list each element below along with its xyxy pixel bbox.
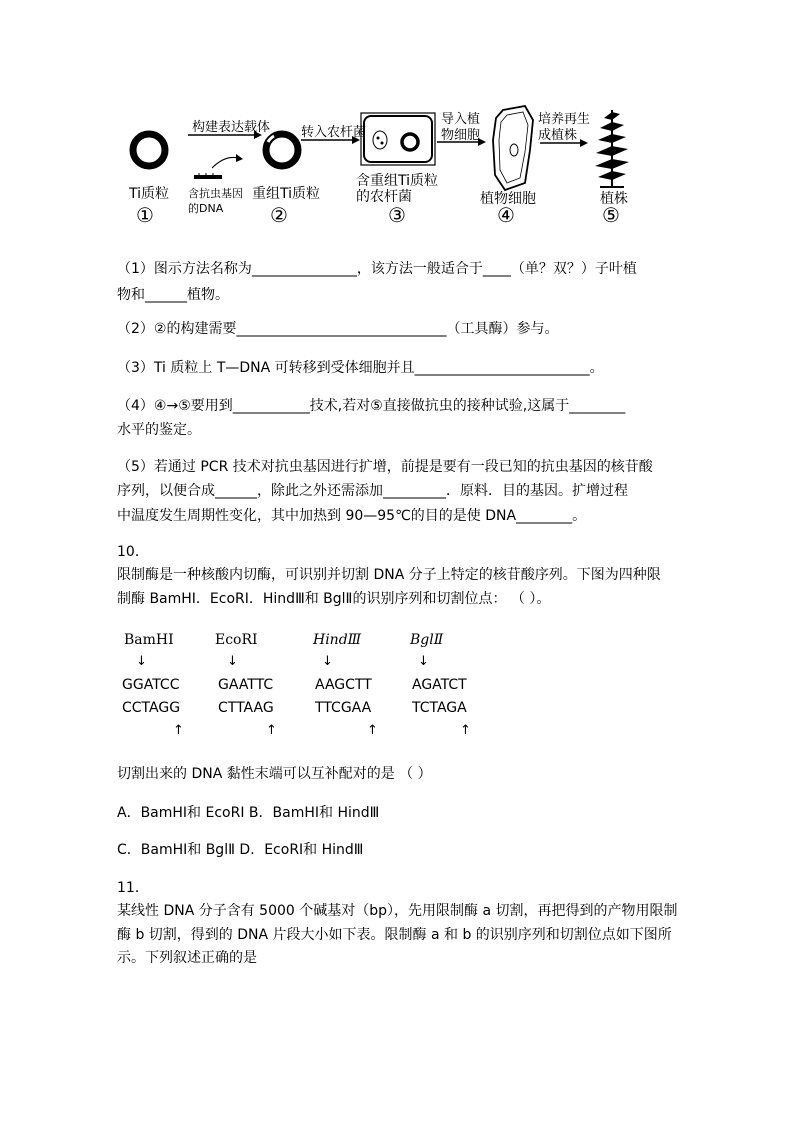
plant-cell-icon <box>493 106 533 190</box>
seq-bottom: CTTAAG <box>218 700 274 716</box>
seq-top: GGATCC <box>122 677 180 693</box>
label-culture-1: 培养再生 <box>538 112 591 127</box>
enzyme-name: BglⅡ <box>410 632 444 648</box>
q9-line-5: （4）④→⑤要用到___________技术,若对⑤直接做抗虫的接种试验,这属于________ <box>117 398 626 414</box>
enzyme-name: HindⅢ <box>313 632 362 648</box>
label-culture-2: 成植株 <box>538 128 578 143</box>
q9-line-2: 物和______植物。 <box>117 287 229 303</box>
insert-arrow-icon <box>212 154 243 168</box>
node-label-2: 重组Ti质粒 <box>252 186 321 202</box>
seq-top: GAATTC <box>218 677 274 693</box>
enzyme-name: EcoRⅠ <box>215 632 258 648</box>
q9-line-4: （3）Ti 质粒上 T—DNA 可转移到受体细胞并且_________________________。 <box>117 360 604 376</box>
q10-question: 切割出来的 DNA 黏性末端可以互补配对的是 （ ） <box>117 766 432 782</box>
q9-line-7: （5）若通过 PCR 技术对抗虫基因进行扩增，前提是要有一段已知的抗虫基因的核苷酸 <box>117 459 653 475</box>
node-num-1: ① <box>136 203 154 227</box>
q9-line-1: （1）图示方法名称为_______________，该方法一般适合于____（单？双？）子叶植 <box>117 261 637 277</box>
cut-arrow-down-icon: ↓ <box>322 654 333 669</box>
agrobacterium-icon <box>361 113 435 165</box>
node-label-4: 植物细胞 <box>480 191 536 207</box>
enzyme-name: BamHⅠ <box>124 632 174 648</box>
q9-line-3: （2）②的构建需要______________________________（工具酶）参与。 <box>117 321 559 337</box>
q10-stem-2: 制酶 BamHⅠ．EcoRⅠ．HindⅢ和 BglⅡ的识别序列和切割位点： （ ）。 <box>117 591 551 607</box>
cut-arrow-down-icon: ↓ <box>418 654 429 669</box>
node-label-3a: 含重组Ti质粒 <box>356 173 439 189</box>
label-gene-source-2: 的DNA <box>188 202 224 215</box>
label-transfer-agro: 转入农杆菌 <box>301 125 367 140</box>
label-gene-source-1: 含抗虫基因 <box>188 187 243 200</box>
q9-line-6: 水平的鉴定。 <box>117 422 201 438</box>
q10-options-2: C．BamHⅠ和 BglⅡ D．EcoRⅠ和 HindⅢ <box>117 842 364 858</box>
node-label-1: Ti质粒 <box>129 186 170 202</box>
seq-bottom: CCTAGG <box>122 700 181 716</box>
cut-arrow-up-icon: ↑ <box>460 723 471 738</box>
q11-number: 11． <box>117 880 149 896</box>
node-label-3b: 的农杆菌 <box>356 189 412 205</box>
q10-options-1: A．BamHⅠ和 EcoRⅠ B．BamHⅠ和 HindⅢ <box>117 805 380 821</box>
seq-bottom: TTCGAA <box>315 700 372 716</box>
seq-bottom: TCTAGA <box>412 700 467 716</box>
ti-plasmid-icon <box>133 134 165 166</box>
label-import-plant-2: 物细胞 <box>441 128 481 143</box>
cut-arrow-up-icon: ↑ <box>266 723 277 738</box>
label-import-plant-1: 导入植 <box>441 112 481 127</box>
node-label-5: 植株 <box>600 191 628 207</box>
seq-top: AGATCT <box>412 677 467 693</box>
recombinant-plasmid-icon <box>266 134 298 166</box>
node-num-2: ② <box>270 203 288 227</box>
seq-top: AAGCTT <box>315 677 372 693</box>
dna-fragment-icon <box>194 173 222 179</box>
q11-stem-3: 示。下列叙述正确的是 <box>117 950 257 966</box>
node-num-5: ⑤ <box>602 203 620 227</box>
plant-icon <box>595 110 629 188</box>
cut-arrow-down-icon: ↓ <box>136 654 147 669</box>
cut-arrow-up-icon: ↑ <box>367 723 378 738</box>
q9-line-9: 中温度发生周期性变化，其中加热到 90—95℃的目的是使 DNA________。 <box>117 508 587 524</box>
node-num-4: ④ <box>497 203 515 227</box>
node-num-3: ③ <box>388 203 406 227</box>
q11-stem-2: 酶 b 切割，得到的 DNA 片段大小如下表。限制酶 a 和 b 的识别序列和切割位点如下图所 <box>117 927 672 943</box>
q11-stem-1: 某线性 DNA 分子含有 5000 个碱基对（bp），先用限制酶 a 切割，再把得到的产物用限制 <box>117 903 678 919</box>
label-construct-vector: 构建表达载体 <box>192 120 271 135</box>
q9-line-8: 序列，以便合成______，除此之外还需添加_________．原料．目的基因。扩增过程 <box>117 483 628 499</box>
q10-stem-1: 限制酶是一种核酸内切酶，可识别并切割 DNA 分子上特定的核苷酸序列。下图为四种限 <box>117 567 661 583</box>
cut-arrow-down-icon: ↓ <box>227 654 238 669</box>
q10-number: 10． <box>117 544 149 560</box>
cut-arrow-up-icon: ↑ <box>173 723 184 738</box>
